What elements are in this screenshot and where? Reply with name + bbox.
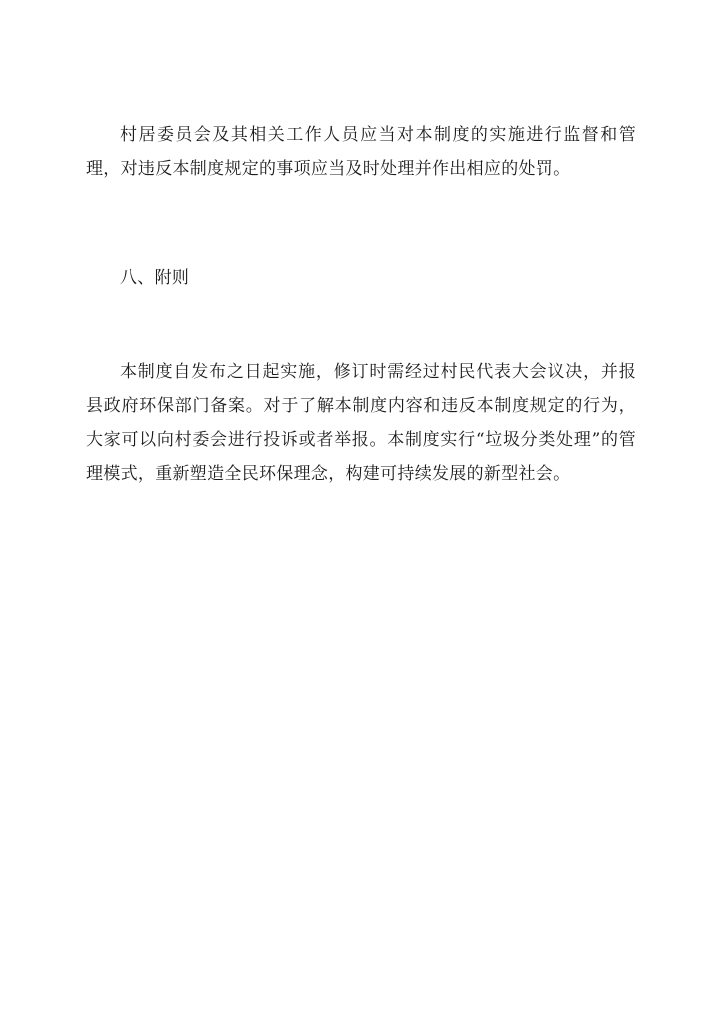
section-heading-appendix: 八、附则 bbox=[120, 268, 190, 288]
paragraph-implementation: 本制度自发布之日起实施，修订时需经过村民代表大会议决，并报县政府环保部门备案。对于了解本制度内容和违反本制度规定的行为，大家可以向村委会进行投诉或者举报。本制度实行“垃圾分类处理”的管理模式，重新塑造全民环保理念，构建可持续发展的新型社会。 bbox=[86, 362, 636, 484]
paragraph-supervision: 村居委员会及其相关工作人员应当对本制度的实施进行监督和管理，对违反本制度规定的事项应当及时处理并作出相应的处罚。 bbox=[86, 125, 636, 179]
